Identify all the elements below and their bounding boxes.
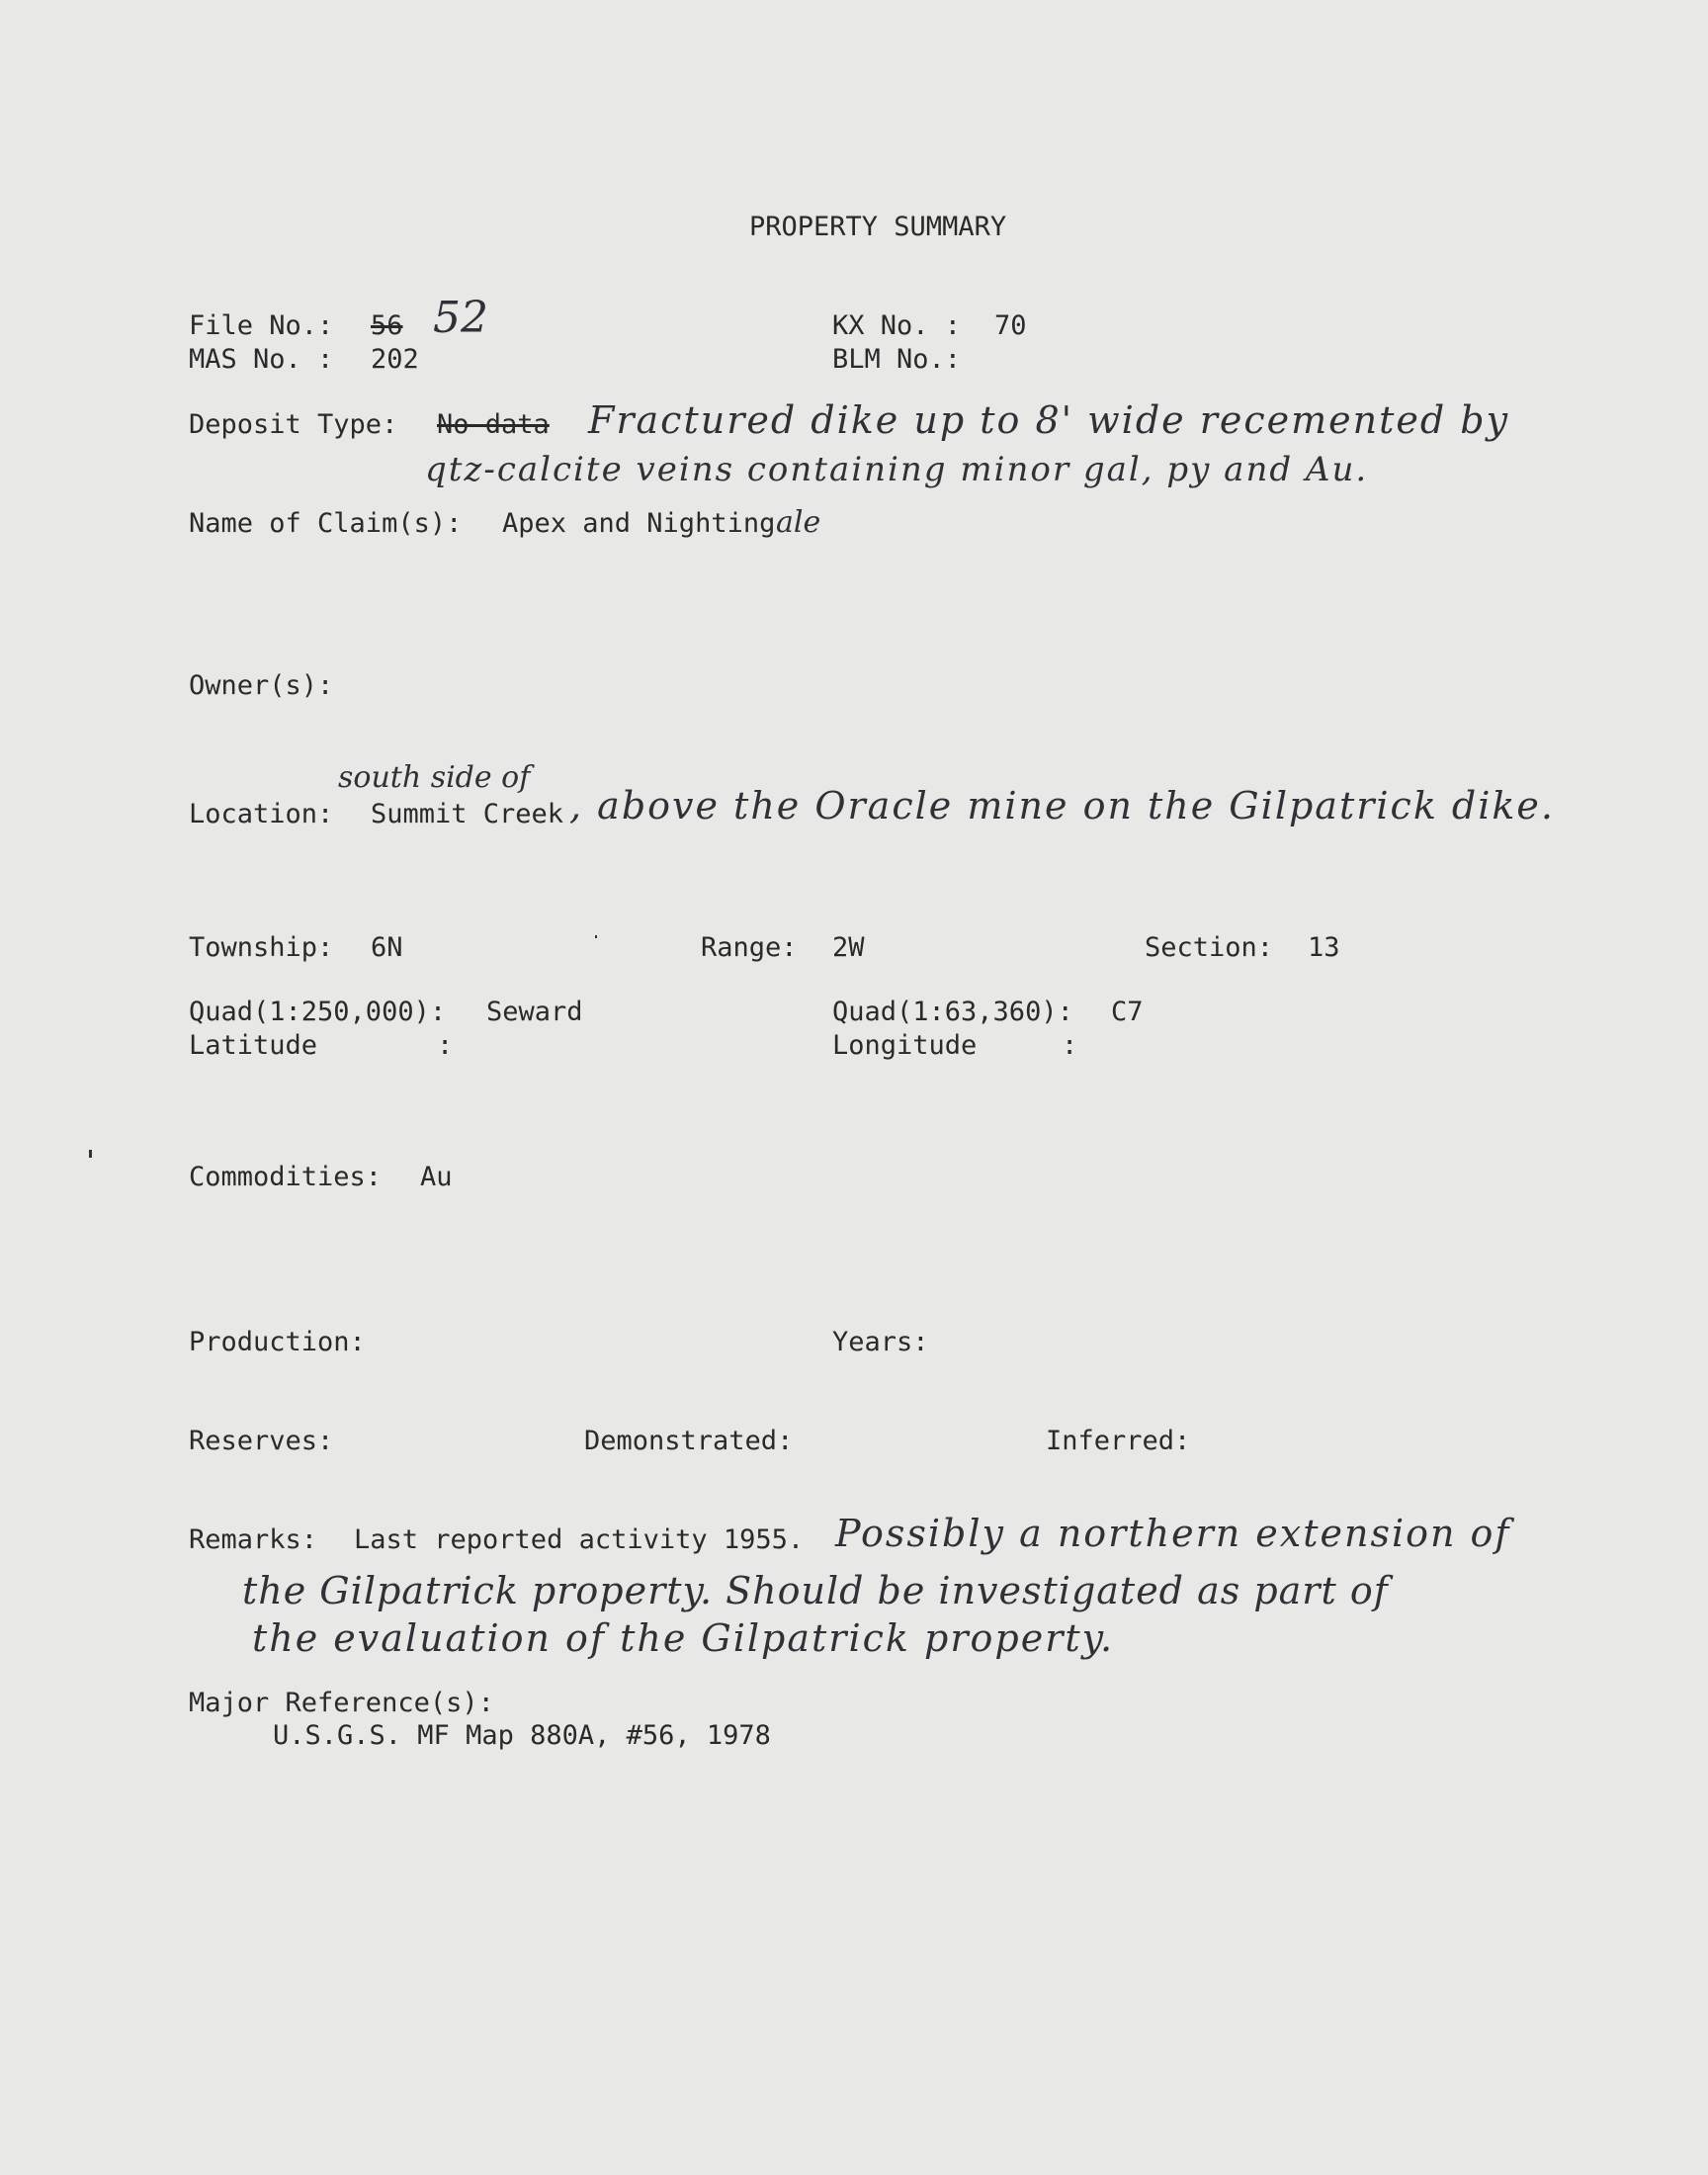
remarks-label: Remarks: [189, 1524, 318, 1555]
file-no-handwritten-value: 52 [433, 293, 488, 343]
deposit-type-label: Deposit Type: [189, 409, 398, 440]
blm-no-label: BLM No.: [832, 344, 962, 375]
quad-63k-label: Quad(1:63,360): [832, 997, 1073, 1027]
location-label: Location: [189, 799, 334, 829]
claims-handwritten-suffix: ale [776, 505, 821, 540]
latitude-sep: : [437, 1030, 454, 1061]
scan-speck [89, 1150, 92, 1158]
deposit-type-handwritten-line2: qtz-calcite veins containing minor gal, py and Au. [425, 450, 1369, 489]
scan-speck [595, 935, 597, 938]
township-value: 6N [371, 932, 403, 963]
page-title: PROPERTY SUMMARY [749, 212, 1007, 242]
location-handwritten-rest: , above the Oracle mine on the Gilpatrick dike. [569, 784, 1556, 827]
range-label: Range: [701, 932, 798, 963]
owners-label: Owner(s): [189, 670, 334, 701]
section-label: Section: [1145, 932, 1274, 963]
kx-no-value: 70 [994, 310, 1027, 341]
years-label: Years: [832, 1327, 929, 1357]
file-no-typed-value: 56 [371, 310, 403, 341]
longitude-label: Longitude [832, 1030, 978, 1061]
commodities-label: Commodities: [189, 1162, 383, 1192]
location-typed-value: Summit Creek [371, 799, 564, 829]
range-value: 2W [832, 932, 865, 963]
mas-no-value: 202 [371, 344, 419, 375]
inferred-label: Inferred: [1046, 1426, 1191, 1456]
section-value: 13 [1308, 932, 1340, 963]
longitude-sep: : [1062, 1030, 1078, 1061]
file-no-label: File No.: [189, 310, 334, 341]
mas-no-label: MAS No. : [189, 344, 334, 375]
location-handwritten-above: south side of [338, 760, 531, 795]
remarks-handwritten-line2: the Gilpatrick property. Should be investigated as part of [242, 1569, 1389, 1612]
latitude-label: Latitude [189, 1030, 318, 1061]
quad-250k-label: Quad(1:250,000): [189, 997, 447, 1027]
production-label: Production: [189, 1327, 366, 1357]
quad-63k-value: C7 [1111, 997, 1144, 1027]
remarks-handwritten-line1: Possibly a northern extension of [835, 1512, 1511, 1555]
reserves-label: Reserves: [189, 1426, 334, 1456]
quad-250k-value: Seward [486, 997, 583, 1027]
references-label: Major Reference(s): [189, 1688, 494, 1718]
deposit-type-handwritten-line1: Fractured dike up to 8' wide recemented by [588, 398, 1510, 442]
references-value: U.S.G.S. MF Map 880A, #56, 1978 [273, 1720, 771, 1751]
claims-label: Name of Claim(s): [189, 508, 463, 539]
claims-typed-value: Apex and Nighting [502, 508, 776, 539]
township-label: Township: [189, 932, 334, 963]
demonstrated-label: Demonstrated: [584, 1426, 794, 1456]
kx-no-label: KX No. : [832, 310, 962, 341]
commodities-value: Au [420, 1162, 453, 1192]
deposit-type-typed-value: No data [437, 409, 550, 440]
remarks-typed-value: Last reported activity 1955. [354, 1524, 805, 1555]
remarks-handwritten-line3: the evaluation of the Gilpatrick property. [252, 1616, 1115, 1660]
